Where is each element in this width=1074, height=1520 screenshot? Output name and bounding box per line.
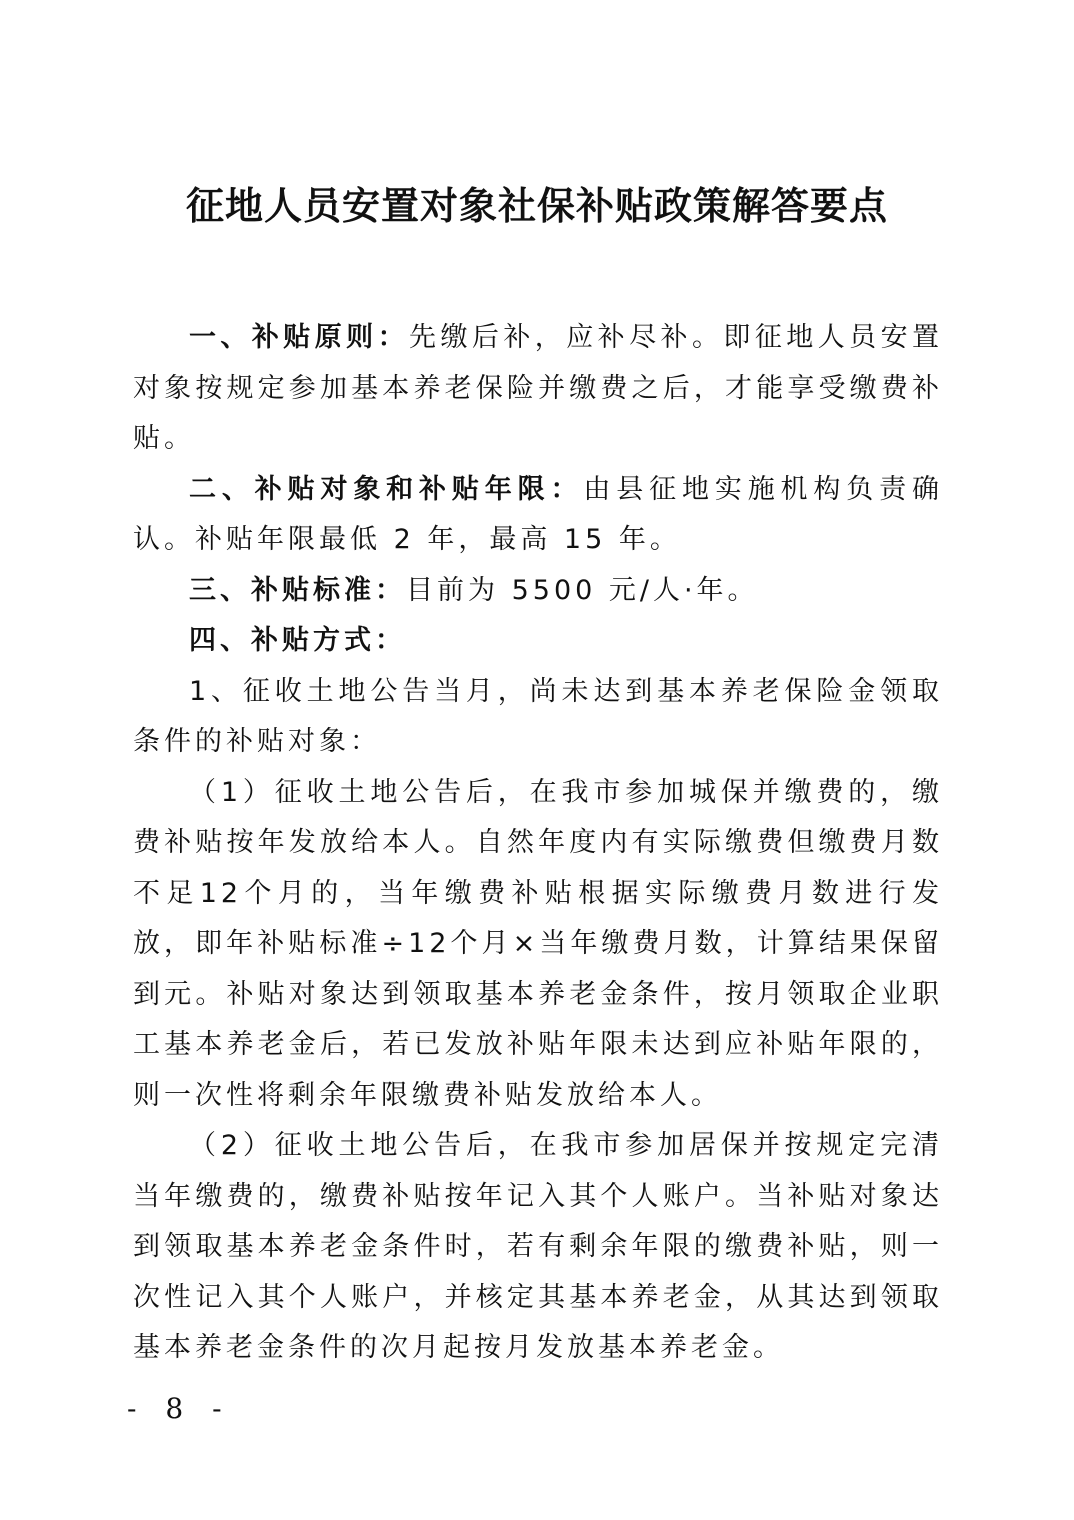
section-principle <box>133 313 943 465</box>
section-heading: 四、补贴方式： <box>189 625 406 656</box>
section-text: 由县征地实施机构负责确认。补贴年限最低 2 年，最高 15 年。 <box>133 473 944 555</box>
document-body <box>133 313 943 1374</box>
section-heading: 一、补贴原则： <box>189 322 410 353</box>
section-standard <box>133 566 943 617</box>
section-heading: 二、补贴对象和补贴年限： <box>189 473 584 505</box>
page-title: 征地人员安置对象社保补贴政策解答要点 <box>185 183 888 228</box>
page-number: - 8 - <box>127 1392 232 1425</box>
method-sub-item-2: （2）征收土地公告后，在我市参加居保并按规定完清当年缴费的，缴费补贴按年记入其个人账户。当补贴对象达到领取基本养老金条件时，若有剩余年限的缴费补贴，则一次性记入其个人账户，并核定其基本养老金，从其达到领取基本养老金条件的次月起按月发放基本养老金。 <box>133 1130 943 1363</box>
section-text: 先缴后补，应补尽补。即征地人员安置对象按规定参加基本养老保险并缴费之后，才能享受缴费补贴。 <box>133 322 944 454</box>
section-target-and-years <box>133 465 943 566</box>
section-text: 目前为 5500 元/人·年。 <box>406 574 759 606</box>
section-heading: 三、补贴标准： <box>189 574 406 606</box>
section-method <box>133 616 943 667</box>
method-item-1: 1、征收土地公告当月，尚未达到基本养老保险金领取条件的补贴对象： <box>133 675 943 757</box>
method-sub-item-1: （1）征收土地公告后，在我市参加城保并缴费的，缴费补贴按年发放给本人。自然年度内有实际缴费但缴费月数不足12个月的，当年缴费补贴根据实际缴费月数进行发放，即年补贴标准÷12个月×当年缴费月数，计算结果保留到元。补贴对象达到领取基本养老金条件，按月领取企业职工基本养老金后，若已发放补贴年限未达到应补贴年限的，则一次性将剩余年限缴费补贴发放给本人。 <box>133 776 943 1111</box>
